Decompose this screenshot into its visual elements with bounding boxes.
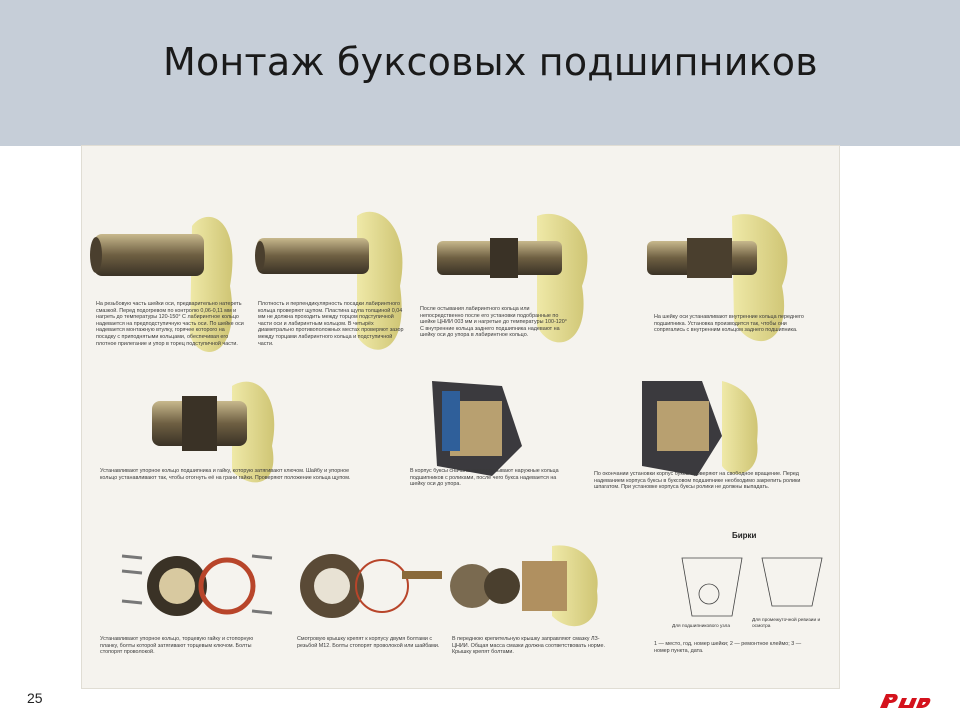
tags-label-1: Для подшипникового узла — [672, 624, 731, 629]
caption-4: На шейку оси устанавливают внутренние кольца переднего подшипника. Установка производится так, чтобы они сопрягались с внутренним кольцом заднего подшипника. — [654, 314, 804, 334]
header-bar — [0, 0, 960, 146]
caption-8: Устанавливают упорное кольцо, торцевую гайку и стопорную планку, болты которой затягивают торцевым ключом. Болты стопорят проволокой. — [100, 636, 254, 656]
caption-10: В переднюю крепительную крышку заправляют смазку ЛЗ-ЦНИИ. Общая масса смазки должна соответствовать норме. Крышку крепят болтами. — [452, 636, 606, 656]
rzd-logo-icon — [876, 690, 932, 712]
figure-8 — [122, 556, 272, 616]
caption-2: Плотность и перпендикулярность посадки лабиринтного кольца проверяют щупом. Пластина щупа толщиной 0,04 мм не должна проходить между торцом подступичной части оси и лабиринтным кольцом. В четырёх диаметрально противоположных местах проверяют зазор между торцами лабиринтного кольца и подступичной части. — [258, 301, 404, 347]
poster-image — [81, 145, 840, 689]
tags-title: Бирки — [732, 531, 757, 540]
tags-label-2: Для промежуточной ревизии и осмотра — [752, 618, 821, 629]
tags-diagram — [682, 558, 822, 616]
figure-7 — [642, 381, 758, 476]
assembly-illustrations — [82, 146, 839, 688]
caption-11: 1 — место, год, номер шейки; 2 — ремонтное клеймо; 3 — номер пункта, дата. — [654, 641, 802, 654]
figure-10 — [450, 545, 598, 626]
caption-6: В корпус буксы сначала запрессовывают наружные кольца подшипников с роликами, после чего букса надевается на шейку оси до упора. — [410, 468, 559, 488]
caption-9: Смотровую крышку крепят к корпусу двумя болтами с резьбой М12. Болты стопорят проволокой или шайбами. — [297, 636, 440, 649]
caption-1: На резьбовую часть шейки оси, предварительно натереть смазкой. Перед подогревом по контролю 0,06-0,11 мм и нагреть до температуры 120-150° С лабиринтное кольцо надевается на предподступичную часть оси. По шейке оси надевается монтажную втулку, горячее которого на посадку с приподнятыми кольцами, обеспечивая его плотное прилегание и упор в торец подступичной части. — [96, 301, 244, 347]
caption-5: Устанавливают упорное кольцо подшипника и гайку, которую затягивают ключом. Шайбу и упорное кольцо устанавливают так, чтобы отогнуть её на грани гайки. Проверяют положение кольца щупом. — [100, 468, 351, 481]
caption-3: После остывания лабиринтного кольца или непосредственно после его установки подобранные по шейке ЦНИИ 003 мм и нагретые до температуры 100-120° С внутренние кольца заднего подшипника надевают на шейку оси до упора в лабиринтное кольцо. — [420, 306, 567, 339]
page-title: Монтаж буксовых подшипников — [163, 40, 818, 84]
page-number: 25 — [27, 690, 43, 706]
figure-9 — [300, 554, 442, 618]
caption-7: По окончании установки корпус буксы проверяют на свободное вращение. Перед надеванием корпуса буксы в буксовом подшипнике необходимо закрепить ролики шпагатом. При установке корпуса буксы ролики не должны выпадать. — [594, 471, 801, 491]
figure-6 — [432, 381, 522, 476]
